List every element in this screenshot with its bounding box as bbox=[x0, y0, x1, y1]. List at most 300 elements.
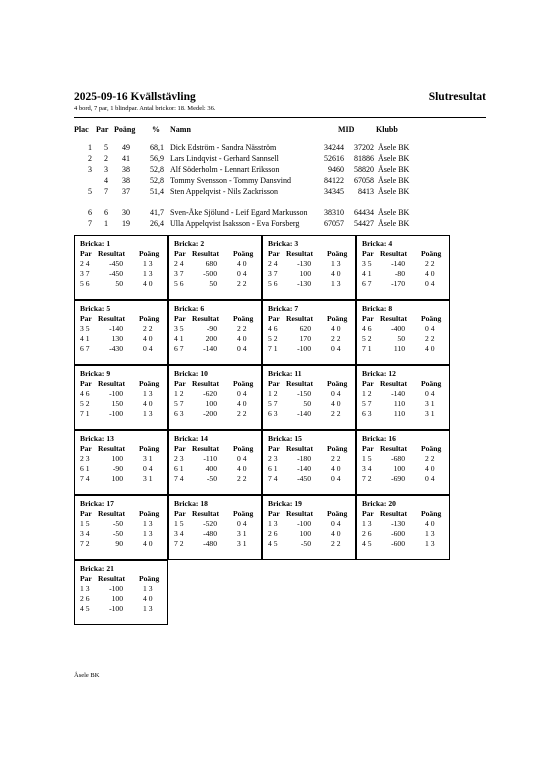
cell-mid-2: 8413 bbox=[358, 187, 374, 196]
board-cell-resultat: -50 bbox=[206, 474, 217, 483]
board-row bbox=[169, 519, 263, 529]
board-card bbox=[74, 365, 168, 430]
board-row bbox=[75, 259, 169, 269]
board-col-header-poang: Poäng bbox=[421, 314, 442, 323]
board-col-header-poang: Poäng bbox=[421, 249, 442, 258]
board-cell-poang: 2 2 bbox=[331, 539, 341, 548]
board-row bbox=[263, 389, 357, 399]
board-cell-par: 3 4 bbox=[80, 529, 90, 538]
col-header-mid: MID bbox=[338, 125, 355, 134]
board-row bbox=[169, 269, 263, 279]
board-cell-poang: 4 0 bbox=[143, 399, 153, 408]
board-cell-poang: 2 2 bbox=[237, 409, 247, 418]
board-cell-par: 4 5 bbox=[362, 539, 372, 548]
board-cell-resultat: 620 bbox=[299, 324, 311, 333]
board-cell-poang: 2 2 bbox=[331, 454, 341, 463]
board-row bbox=[75, 344, 169, 354]
board-cell-par: 5 7 bbox=[362, 399, 372, 408]
board-col-header-poang: Poäng bbox=[139, 249, 160, 258]
board-cell-poang: 1 3 bbox=[331, 259, 341, 268]
board-label: Bricka: bbox=[362, 434, 387, 443]
board-cell-poang: 2 2 bbox=[237, 324, 247, 333]
board-cell-poang: 3 1 bbox=[425, 409, 435, 418]
board-title bbox=[174, 239, 204, 248]
board-col-header-poang: Poäng bbox=[327, 314, 348, 323]
board-cell-par: 1 2 bbox=[268, 389, 278, 398]
board-title bbox=[362, 369, 396, 378]
board-cell-resultat: -430 bbox=[109, 344, 123, 353]
board-cell-poang: 1 3 bbox=[143, 389, 153, 398]
board-col-header-par: Par bbox=[362, 379, 374, 388]
board-title bbox=[362, 434, 396, 443]
board-cell-resultat: 200 bbox=[205, 334, 217, 343]
board-number: 9 bbox=[106, 369, 111, 378]
board-cell-poang: 0 4 bbox=[331, 344, 341, 353]
board-col-header-poang: Poäng bbox=[139, 574, 160, 583]
board-cell-poang: 4 0 bbox=[331, 324, 341, 333]
board-label: Bricka: bbox=[80, 499, 105, 508]
board-cell-par: 1 2 bbox=[362, 389, 372, 398]
board-cell-resultat: -600 bbox=[391, 539, 405, 548]
board-number: 21 bbox=[106, 564, 114, 573]
board-cell-poang: 1 3 bbox=[143, 269, 153, 278]
board-cell-resultat: 100 bbox=[299, 529, 311, 538]
board-cell-poang: 4 0 bbox=[143, 334, 153, 343]
board-cell-resultat: -680 bbox=[391, 454, 405, 463]
board-row bbox=[75, 269, 169, 279]
board-label: Bricka: bbox=[174, 434, 199, 443]
board-title bbox=[80, 499, 114, 508]
board-col-header-poang: Poäng bbox=[233, 249, 254, 258]
board-col-header-par: Par bbox=[362, 314, 374, 323]
board-cell-resultat: 90 bbox=[115, 539, 123, 548]
board-cell-par: 3 4 bbox=[174, 529, 184, 538]
board-cell-resultat: -170 bbox=[391, 279, 405, 288]
board-col-header-resultat: Resultat bbox=[98, 249, 125, 258]
cell-klubb: Åsele BK bbox=[378, 208, 410, 217]
board-cell-resultat: -400 bbox=[391, 324, 405, 333]
board-cell-par: 2 3 bbox=[174, 454, 184, 463]
cell-mid-2: 54427 bbox=[354, 219, 374, 228]
board-label: Bricka: bbox=[362, 304, 387, 313]
board-cell-resultat: -100 bbox=[297, 519, 311, 528]
board-cell-poang: 0 4 bbox=[425, 474, 435, 483]
board-col-header-resultat: Resultat bbox=[380, 314, 407, 323]
board-cell-poang: 2 2 bbox=[143, 324, 153, 333]
board-cell-poang: 1 3 bbox=[143, 519, 153, 528]
board-cell-poang: 0 4 bbox=[143, 464, 153, 473]
board-row bbox=[357, 474, 451, 484]
board-row bbox=[263, 324, 357, 334]
board-row bbox=[169, 539, 263, 549]
board-number: 15 bbox=[294, 434, 302, 443]
board-cell-par: 6 1 bbox=[80, 464, 90, 473]
board-card bbox=[74, 235, 168, 300]
board-col-header-par: Par bbox=[268, 314, 280, 323]
board-cell-par: 1 3 bbox=[268, 519, 278, 528]
cell-poang: 30 bbox=[122, 208, 130, 217]
board-card bbox=[356, 495, 450, 560]
board-row bbox=[169, 389, 263, 399]
board-cell-poang: 0 4 bbox=[331, 519, 341, 528]
cell-mid-1: 84122 bbox=[324, 176, 344, 185]
cell-plac: 5 bbox=[88, 187, 92, 196]
cell-klubb: Åsele BK bbox=[378, 219, 410, 228]
board-col-header-poang: Poäng bbox=[421, 379, 442, 388]
board-cell-par: 3 7 bbox=[174, 269, 184, 278]
board-cell-par: 4 1 bbox=[80, 334, 90, 343]
board-row bbox=[169, 279, 263, 289]
board-col-header-par: Par bbox=[80, 574, 92, 583]
board-card bbox=[262, 430, 356, 495]
table-row bbox=[74, 219, 486, 230]
board-card bbox=[356, 235, 450, 300]
board-cell-par: 2 6 bbox=[362, 529, 372, 538]
board-col-header-par: Par bbox=[268, 444, 280, 453]
board-cell-resultat: -450 bbox=[297, 474, 311, 483]
board-cell-resultat: -50 bbox=[300, 539, 311, 548]
board-cell-resultat: -50 bbox=[112, 529, 123, 538]
board-row bbox=[357, 324, 451, 334]
table-row bbox=[74, 165, 486, 176]
board-cell-par: 6 1 bbox=[174, 464, 184, 473]
board-label: Bricka: bbox=[80, 564, 105, 573]
board-col-header-par: Par bbox=[174, 444, 186, 453]
board-cell-poang: 4 0 bbox=[143, 279, 153, 288]
board-col-header-par: Par bbox=[174, 314, 186, 323]
board-cell-poang: 4 0 bbox=[237, 399, 247, 408]
board-cell-resultat: 130 bbox=[111, 334, 123, 343]
board-cell-par: 6 7 bbox=[174, 344, 184, 353]
board-card bbox=[74, 430, 168, 495]
board-col-header-par: Par bbox=[174, 509, 186, 518]
board-cell-poang: 2 2 bbox=[425, 454, 435, 463]
board-cell-par: 5 6 bbox=[268, 279, 278, 288]
header-divider bbox=[74, 117, 486, 118]
board-cell-resultat: 50 bbox=[397, 334, 405, 343]
cell-mid-1: 34345 bbox=[324, 187, 344, 196]
board-number: 12 bbox=[388, 369, 396, 378]
board-cell-resultat: 680 bbox=[205, 259, 217, 268]
board-number: 1 bbox=[106, 239, 111, 248]
board-cell-resultat: -690 bbox=[391, 474, 405, 483]
cell-par: 5 bbox=[104, 143, 108, 152]
board-number: 10 bbox=[200, 369, 208, 378]
board-label: Bricka: bbox=[174, 304, 199, 313]
board-col-header-resultat: Resultat bbox=[98, 444, 125, 453]
board-cell-resultat: 100 bbox=[111, 454, 123, 463]
board-card bbox=[356, 365, 450, 430]
cell-mid-2: 67058 bbox=[354, 176, 374, 185]
board-cell-poang: 3 1 bbox=[143, 454, 153, 463]
board-cell-resultat: -600 bbox=[391, 529, 405, 538]
board-title bbox=[268, 239, 298, 248]
board-cell-resultat: -130 bbox=[297, 259, 311, 268]
board-label: Bricka: bbox=[268, 434, 293, 443]
board-cell-poang: 1 3 bbox=[425, 539, 435, 548]
board-cell-resultat: -100 bbox=[109, 409, 123, 418]
board-col-header-poang: Poäng bbox=[139, 509, 160, 518]
board-row bbox=[263, 529, 357, 539]
board-cell-par: 5 6 bbox=[174, 279, 184, 288]
board-cell-resultat: -450 bbox=[109, 269, 123, 278]
board-number: 4 bbox=[388, 239, 393, 248]
cell-namn: Sten Appelqvist - Nils Zackrisson bbox=[170, 187, 278, 196]
board-card bbox=[262, 235, 356, 300]
cell-klubb: Åsele BK bbox=[378, 143, 410, 152]
board-label: Bricka: bbox=[362, 369, 387, 378]
board-row bbox=[357, 464, 451, 474]
board-row bbox=[357, 519, 451, 529]
board-row bbox=[169, 344, 263, 354]
board-row bbox=[75, 584, 169, 594]
board-cell-resultat: -140 bbox=[203, 344, 217, 353]
board-col-header-poang: Poäng bbox=[139, 314, 160, 323]
board-cell-resultat: -140 bbox=[391, 389, 405, 398]
board-cell-resultat: -140 bbox=[297, 464, 311, 473]
board-cell-par: 5 2 bbox=[80, 399, 90, 408]
cell-plac: 6 bbox=[88, 208, 92, 217]
board-cell-resultat: -100 bbox=[109, 389, 123, 398]
board-cell-poang: 4 0 bbox=[425, 519, 435, 528]
board-title bbox=[174, 499, 208, 508]
board-label: Bricka: bbox=[80, 369, 105, 378]
board-cell-poang: 1 3 bbox=[331, 279, 341, 288]
board-cell-resultat: 50 bbox=[115, 279, 123, 288]
board-cell-resultat: -100 bbox=[109, 604, 123, 613]
board-col-header-poang: Poäng bbox=[233, 379, 254, 388]
board-cell-resultat: -200 bbox=[203, 409, 217, 418]
board-col-header-par: Par bbox=[362, 249, 374, 258]
cell-klubb: Åsele BK bbox=[378, 165, 410, 174]
board-cell-resultat: -130 bbox=[297, 279, 311, 288]
board-label: Bricka: bbox=[268, 499, 293, 508]
cell-mid-1: 9460 bbox=[328, 165, 344, 174]
cell-plac: 7 bbox=[88, 219, 92, 228]
board-title bbox=[80, 434, 114, 443]
cell-namn: Dick Edström - Sandra Näsström bbox=[170, 143, 277, 152]
board-cell-poang: 0 4 bbox=[237, 389, 247, 398]
board-cell-par: 2 3 bbox=[80, 454, 90, 463]
board-col-header-par: Par bbox=[174, 379, 186, 388]
board-cell-resultat: 100 bbox=[299, 269, 311, 278]
board-cell-poang: 4 0 bbox=[425, 269, 435, 278]
cell-pct: 26,4 bbox=[150, 219, 164, 228]
cell-klubb: Åsele BK bbox=[378, 176, 410, 185]
board-cell-resultat: -150 bbox=[297, 389, 311, 398]
board-cell-resultat: -140 bbox=[109, 324, 123, 333]
board-col-header-par: Par bbox=[268, 509, 280, 518]
board-card bbox=[74, 300, 168, 365]
board-col-header-par: Par bbox=[80, 509, 92, 518]
board-col-header-poang: Poäng bbox=[327, 509, 348, 518]
cell-pct: 52,8 bbox=[150, 165, 164, 174]
board-cell-par: 5 2 bbox=[362, 334, 372, 343]
board-col-header-resultat: Resultat bbox=[380, 249, 407, 258]
board-cell-resultat: 100 bbox=[111, 474, 123, 483]
table-row bbox=[74, 143, 486, 154]
board-cell-poang: 1 3 bbox=[425, 529, 435, 538]
board-cell-par: 7 1 bbox=[362, 344, 372, 353]
cell-mid-1: 67057 bbox=[324, 219, 344, 228]
board-row bbox=[169, 409, 263, 419]
board-cell-resultat: 100 bbox=[393, 464, 405, 473]
board-cell-poang: 4 0 bbox=[143, 539, 153, 548]
page-title: 2025-09-16 Kvällstävling bbox=[74, 91, 196, 103]
board-row bbox=[357, 259, 451, 269]
board-cell-par: 6 7 bbox=[80, 344, 90, 353]
board-cell-par: 2 6 bbox=[268, 529, 278, 538]
board-label: Bricka: bbox=[362, 239, 387, 248]
board-cell-resultat: -520 bbox=[203, 519, 217, 528]
board-cell-par: 1 5 bbox=[80, 519, 90, 528]
board-row bbox=[357, 399, 451, 409]
board-cell-resultat: -100 bbox=[297, 344, 311, 353]
board-cell-poang: 2 2 bbox=[331, 334, 341, 343]
cell-poang: 38 bbox=[122, 176, 130, 185]
board-row bbox=[169, 334, 263, 344]
board-title bbox=[362, 499, 396, 508]
board-label: Bricka: bbox=[174, 499, 199, 508]
board-cell-par: 1 5 bbox=[362, 454, 372, 463]
board-cell-poang: 0 4 bbox=[237, 269, 247, 278]
board-title bbox=[80, 304, 110, 313]
board-col-header-par: Par bbox=[80, 314, 92, 323]
board-cell-resultat: -180 bbox=[297, 454, 311, 463]
board-row bbox=[357, 454, 451, 464]
board-row bbox=[75, 474, 169, 484]
board-number: 17 bbox=[106, 499, 114, 508]
cell-poang: 49 bbox=[122, 143, 130, 152]
board-cell-resultat: -100 bbox=[109, 584, 123, 593]
board-card bbox=[356, 300, 450, 365]
table-row bbox=[74, 154, 486, 165]
board-cell-poang: 4 0 bbox=[425, 344, 435, 353]
board-cell-par: 3 7 bbox=[80, 269, 90, 278]
cell-mid-1: 38310 bbox=[324, 208, 344, 217]
board-row bbox=[263, 539, 357, 549]
cell-pct: 41,7 bbox=[150, 208, 164, 217]
board-row bbox=[263, 259, 357, 269]
board-number: 2 bbox=[200, 239, 205, 248]
board-col-header-resultat: Resultat bbox=[286, 314, 313, 323]
board-label: Bricka: bbox=[80, 239, 105, 248]
cell-par: 3 bbox=[104, 165, 108, 174]
col-header-poang: Poäng bbox=[114, 125, 136, 134]
board-row bbox=[357, 279, 451, 289]
board-title bbox=[80, 564, 114, 573]
board-title bbox=[268, 304, 298, 313]
board-row bbox=[75, 409, 169, 419]
board-cell-par: 5 7 bbox=[268, 399, 278, 408]
table-row bbox=[74, 187, 486, 198]
board-cell-resultat: 110 bbox=[393, 344, 405, 353]
board-row bbox=[263, 334, 357, 344]
board-cell-poang: 4 0 bbox=[331, 399, 341, 408]
board-row bbox=[263, 519, 357, 529]
board-col-header-resultat: Resultat bbox=[380, 379, 407, 388]
board-col-header-par: Par bbox=[80, 249, 92, 258]
board-number: 18 bbox=[200, 499, 208, 508]
table-row bbox=[74, 176, 486, 187]
board-number: 20 bbox=[388, 499, 396, 508]
board-cell-poang: 4 0 bbox=[331, 529, 341, 538]
cell-namn: Tommy Svensson - Tommy Dansvind bbox=[170, 176, 291, 185]
board-cell-par: 6 3 bbox=[174, 409, 184, 418]
board-row bbox=[263, 409, 357, 419]
board-cell-par: 2 3 bbox=[268, 454, 278, 463]
col-header-namn: Namn bbox=[170, 125, 191, 134]
board-row bbox=[169, 454, 263, 464]
board-cell-resultat: -450 bbox=[109, 259, 123, 268]
board-cell-par: 2 4 bbox=[80, 259, 90, 268]
cell-plac: 1 bbox=[88, 143, 92, 152]
board-cell-poang: 4 0 bbox=[331, 269, 341, 278]
board-row bbox=[75, 519, 169, 529]
board-cell-poang: 0 4 bbox=[331, 389, 341, 398]
board-cell-resultat: -50 bbox=[112, 519, 123, 528]
footer-club: Åsele BK bbox=[74, 672, 100, 679]
board-number: 19 bbox=[294, 499, 302, 508]
board-cell-poang: 2 2 bbox=[237, 279, 247, 288]
board-cell-par: 3 5 bbox=[362, 259, 372, 268]
board-cell-par: 1 5 bbox=[174, 519, 184, 528]
cell-namn: Alf Söderholm - Lennart Eriksson bbox=[170, 165, 280, 174]
board-cell-poang: 0 4 bbox=[331, 474, 341, 483]
board-card bbox=[168, 235, 262, 300]
board-number: 3 bbox=[294, 239, 299, 248]
board-col-header-resultat: Resultat bbox=[286, 249, 313, 258]
board-row bbox=[75, 529, 169, 539]
board-cell-resultat: 50 bbox=[209, 279, 217, 288]
board-col-header-par: Par bbox=[268, 249, 280, 258]
board-cell-poang: 0 4 bbox=[237, 344, 247, 353]
board-col-header-resultat: Resultat bbox=[286, 509, 313, 518]
board-number: 11 bbox=[294, 369, 302, 378]
board-card bbox=[168, 495, 262, 560]
board-col-header-resultat: Resultat bbox=[192, 314, 219, 323]
board-cell-par: 6 7 bbox=[362, 279, 372, 288]
cell-poang: 41 bbox=[122, 154, 130, 163]
cell-namn: Ulla Appelqvist Isaksson - Eva Forsberg bbox=[170, 219, 300, 228]
cell-par: 2 bbox=[104, 154, 108, 163]
board-col-header-par: Par bbox=[80, 379, 92, 388]
cell-pct: 52,8 bbox=[150, 176, 164, 185]
board-row bbox=[75, 389, 169, 399]
board-cell-poang: 2 2 bbox=[237, 474, 247, 483]
col-header-pct: % bbox=[152, 125, 160, 134]
board-row bbox=[75, 279, 169, 289]
board-number: 5 bbox=[106, 304, 111, 313]
board-label: Bricka: bbox=[174, 369, 199, 378]
board-cell-resultat: -110 bbox=[203, 454, 217, 463]
cell-plac: 3 bbox=[88, 165, 92, 174]
board-cell-par: 7 4 bbox=[174, 474, 184, 483]
board-col-header-par: Par bbox=[80, 444, 92, 453]
board-row bbox=[263, 344, 357, 354]
board-col-header-poang: Poäng bbox=[421, 444, 442, 453]
board-cell-poang: 0 4 bbox=[425, 389, 435, 398]
board-row bbox=[357, 529, 451, 539]
board-col-header-poang: Poäng bbox=[233, 509, 254, 518]
board-col-header-poang: Poäng bbox=[139, 379, 160, 388]
cell-par: 1 bbox=[104, 219, 108, 228]
board-row bbox=[169, 529, 263, 539]
cell-mid-2: 64434 bbox=[354, 208, 374, 217]
board-cell-poang: 2 2 bbox=[425, 259, 435, 268]
board-title bbox=[268, 499, 302, 508]
board-cell-poang: 4 0 bbox=[237, 334, 247, 343]
